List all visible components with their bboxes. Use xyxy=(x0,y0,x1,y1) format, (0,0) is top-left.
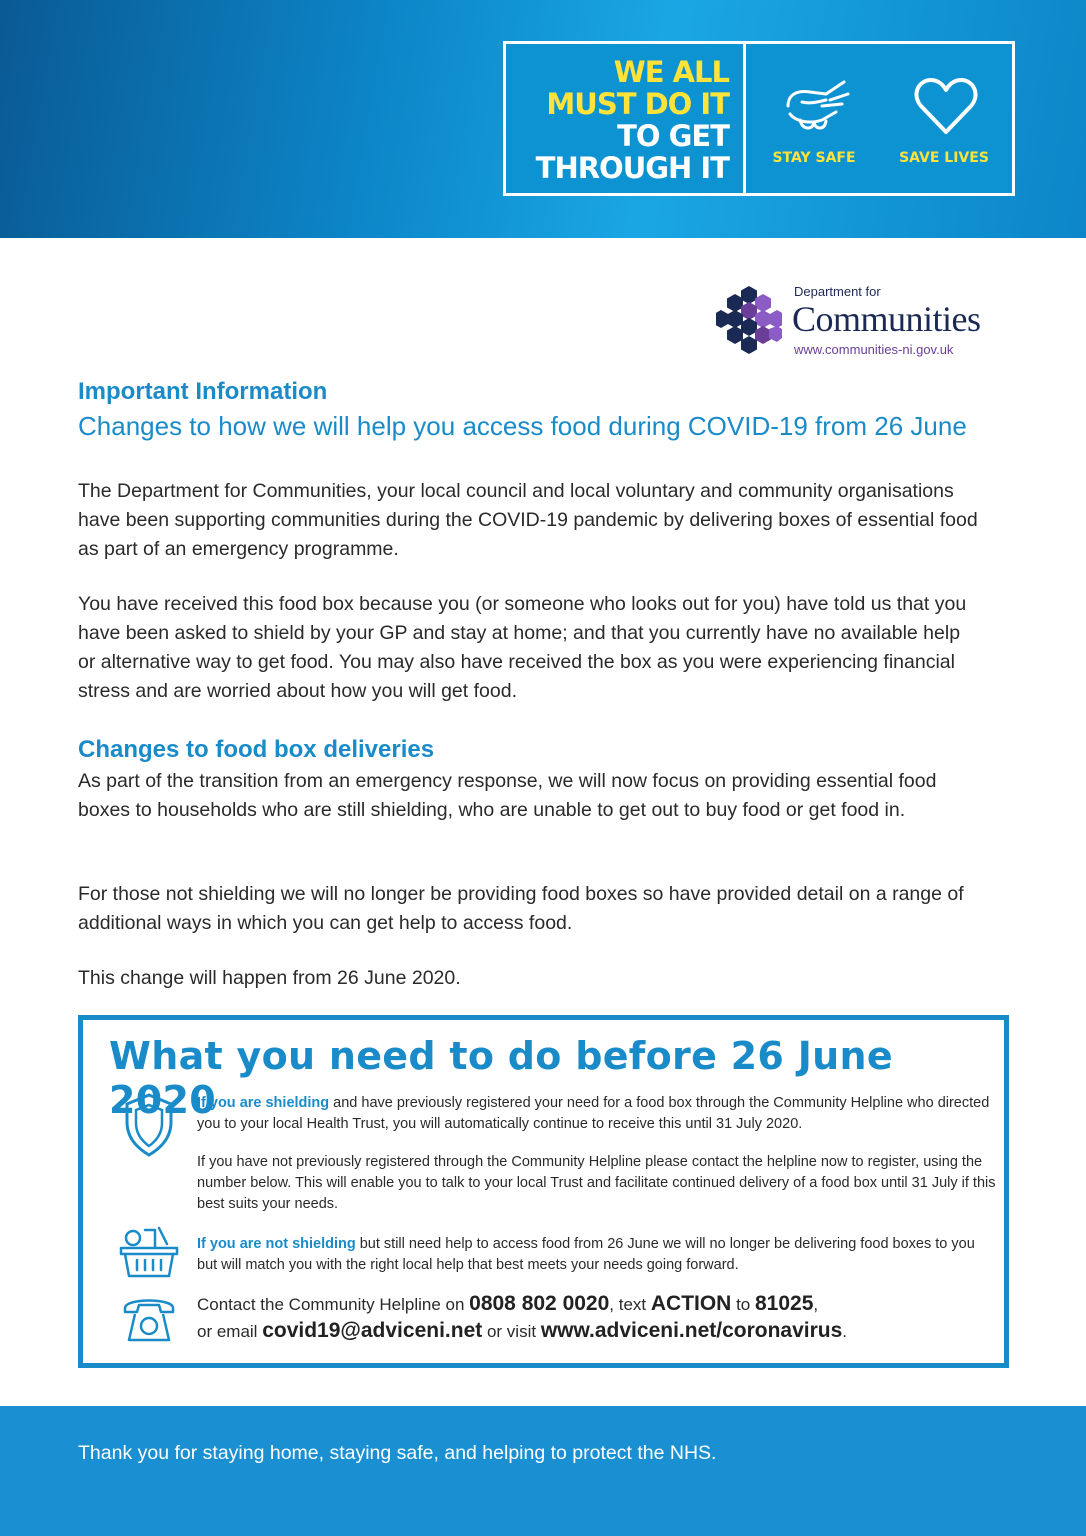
sms-keyword: ACTION xyxy=(650,1292,732,1315)
contact-to-word: to xyxy=(731,1295,755,1314)
stay-safe-label: STAY SAFE xyxy=(772,150,856,166)
shield-icon xyxy=(123,1092,175,1158)
contact-line-2 xyxy=(197,1317,997,1345)
slogan-line-3: TO GET xyxy=(617,119,729,153)
not-shielding-paragraph: For those not shielding we will no longer be providing food boxes so have provided detail on a range of additional ways in which you can get help to access food. xyxy=(78,883,964,934)
email-prefix: or email xyxy=(197,1322,263,1341)
department-logo xyxy=(716,284,1006,360)
advice-website-link[interactable]: www.adviceni.net/coronavirus xyxy=(540,1319,843,1342)
heart-icon xyxy=(913,76,979,136)
campaign-badge xyxy=(503,41,1015,196)
contact-text-word: , text xyxy=(609,1295,651,1314)
not-registered-item: If you have not previously registered through the Community Helpline please contact the helpline now to register, using the number below. This will enable you to talk to your local Trust and facilitate continued delivery of a food box until 31 July if this best suits your needs. xyxy=(197,1154,996,1212)
logo-name: Communities xyxy=(792,299,981,339)
save-lives-panel xyxy=(879,44,1009,193)
contact-comma: , xyxy=(813,1295,819,1314)
action-box xyxy=(78,1015,1009,1368)
campaign-slogan xyxy=(506,44,746,193)
helpline-phone[interactable]: 0808 802 0020 xyxy=(469,1292,610,1315)
shielding-text: and have previously registered your need for a food box through the Community Helpline who directed you to your local Health Trust, you will automatically continue to receive this until 31 July 2020. xyxy=(197,1095,990,1132)
save-lives-label: SAVE LIVES xyxy=(899,150,989,166)
contact-line-1 xyxy=(197,1290,997,1318)
shielding-item xyxy=(197,1093,997,1135)
not-shielding-text: but still need help to access food from 26 June we will no longer be delivering food boxes to you but will match you with the right local help that best meets your needs going forward. xyxy=(197,1236,975,1273)
footer-banner xyxy=(0,1406,1086,1536)
contact-end: . xyxy=(842,1322,848,1341)
change-date-paragraph: This change will happen from 26 June 2020. xyxy=(78,967,461,989)
food-basket-icon xyxy=(119,1224,179,1280)
intro-paragraph: The Department for Communities, your local council and local voluntary and community organisations have been supporting communities during the COVID-19 pandemic by delivering boxes of essential food as part of an emergency programme. xyxy=(78,480,978,560)
page-subtitle: Changes to how we will help you access food during COVID-19 from 26 June xyxy=(78,411,967,441)
hand-washing-icon xyxy=(782,72,852,138)
hexagon-cluster-icon xyxy=(716,284,782,358)
reason-paragraph: You have received this food box because you (or someone who looks out for you) have told us that you have been asked to shield by your GP and stay at home; and that you currently have no available help or alternative way to get food. You may also have received the box as you were experiencing financial stress and are worried about how you will get food. xyxy=(78,593,967,702)
stay-safe-panel xyxy=(749,44,879,193)
transition-paragraph: As part of the transition from an emergency response, we will now focus on providing essential food boxes to households who are still shielding, who are unable to get out to buy food or get food in. xyxy=(78,770,937,821)
visit-prefix: or visit xyxy=(482,1322,541,1341)
action-title: What you need to do before 26 June 2020 xyxy=(109,1034,893,1122)
header-banner xyxy=(0,0,1086,238)
footer-message: Thank you for staying home, staying safe, and helping to protect the NHS. xyxy=(78,1442,717,1464)
not-shielding-highlight: If you are not shielding xyxy=(197,1236,356,1252)
helpline-email-link[interactable]: covid19@adviceni.net xyxy=(262,1319,483,1342)
contact-prefix: Contact the Community Helpline on xyxy=(197,1295,470,1314)
telephone-icon xyxy=(121,1292,177,1344)
changes-heading: Changes to food box deliveries xyxy=(78,736,435,763)
not-shielding-item xyxy=(197,1234,997,1276)
logo-url: www.communities-ni.gov.uk xyxy=(794,342,954,357)
sms-number[interactable]: 81025 xyxy=(754,1292,814,1315)
slogan-line-4: THROUGH IT xyxy=(535,151,729,185)
slogan-line-2: MUST DO IT xyxy=(546,87,729,121)
logo-department-label: Department for xyxy=(794,284,881,299)
slogan-line-1: WE ALL xyxy=(613,55,729,89)
shielding-highlight: If you are shielding xyxy=(197,1095,330,1111)
important-heading: Important Information xyxy=(78,378,328,405)
